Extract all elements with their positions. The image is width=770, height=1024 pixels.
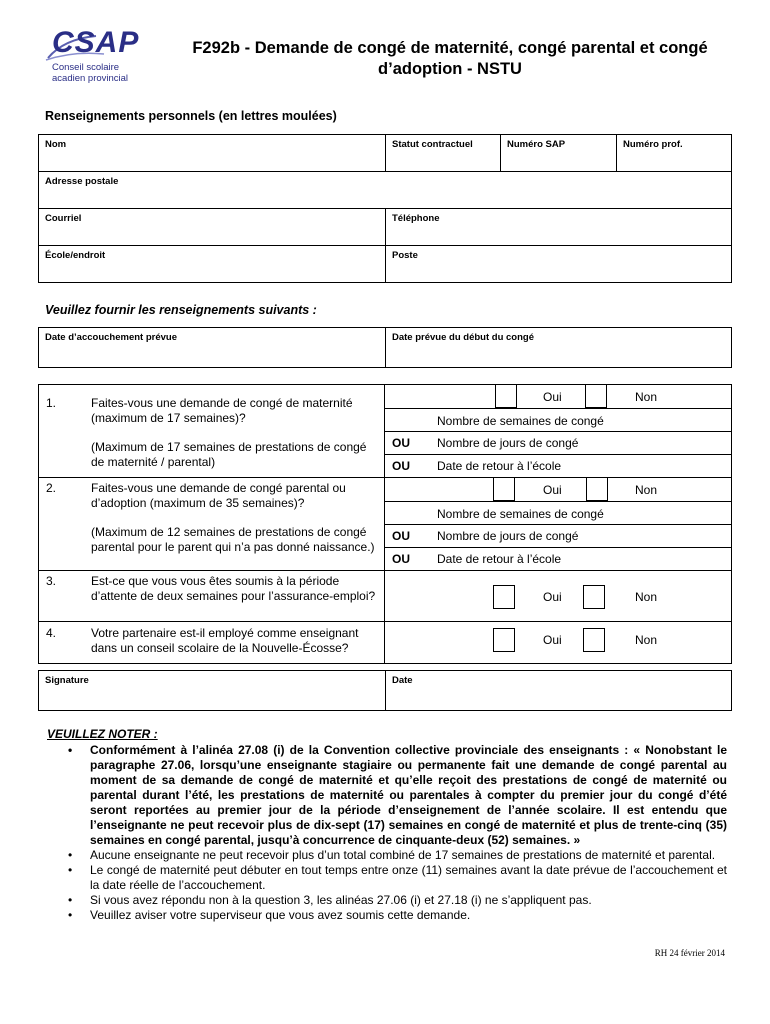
q2-sub: (Maximum de 12 semaines de prestations de congé parental pour le parent qui n’a pas donné naissance.): [91, 525, 375, 554]
note-text: Aucune enseignante ne peut recevoir plus d’un total combiné de 17 semaines de prestations de maternité et parental.: [90, 848, 716, 862]
title-line1: F292b - Demande de congé de maternité, congé parental et congé: [192, 39, 708, 57]
note-text: Veuillez aviser votre superviseur que vous avez soumis cette demande.: [90, 908, 471, 922]
q2-retour[interactable]: Date de retour à l’école: [437, 552, 562, 566]
q1-oui-label: Oui: [543, 390, 562, 404]
q3-text: Est-ce que vous vous êtes soumis à la période d’attente de deux semaines pour l’assurance-emploi?: [91, 574, 376, 603]
signature-table: [38, 670, 732, 711]
sap-label: Numéro SAP: [507, 139, 566, 150]
sap-field[interactable]: [501, 135, 617, 172]
q4-oui-checkbox[interactable]: [493, 628, 515, 652]
q2-non-label: Non: [635, 483, 658, 497]
signature-label: Signature: [45, 675, 89, 686]
date-field[interactable]: [386, 671, 732, 711]
q2-text: Faites-vous une demande de congé parental ou d’adoption (maximum de 35 semaines)?: [91, 481, 346, 510]
bullet-icon: •: [68, 743, 73, 757]
notes-list: [47, 743, 727, 923]
q1-rule-3: [384, 454, 732, 455]
statut-field[interactable]: [386, 135, 501, 172]
dates-table: [38, 327, 732, 368]
bullet-icon: •: [68, 848, 73, 862]
q4-oui-label: Oui: [543, 633, 562, 647]
q1-non-checkbox[interactable]: [585, 384, 607, 408]
q2-non-checkbox[interactable]: [586, 477, 608, 501]
note-text: Conformément à l’alinéa 27.08 (i) de la Convention collective provinciale des enseignants : « Nonobstant le paragraphe 27.06, lorsqu’une enseignante stagiaire ou permanente fait une demande de congé parental au moment de sa demande de congé de maternité et qu’elle reçoit des prestations de congé de maternité ou parental durant l’été, les prestations de maternité ou parentales à compter du premier jour du congé d’été seront reportées au premier jour de la période d’enseignement de l’année scolaire. Il est entendu que l’enseignante ne peut recevoir plus de dix-sept (17) semaines en congé de maternité et plus de trente-cinq (35) semaines en congé parental, jusqu’à concurrence de cinquante-deux (52) semaines. »: [90, 743, 727, 847]
bullet-icon: •: [68, 908, 73, 922]
q4-num: 4.: [46, 626, 57, 640]
q1-retour[interactable]: Date de retour à l’école: [437, 459, 562, 473]
q4-text: Votre partenaire est-il employé comme enseignant dans un conseil scolaire de la Nouvelle-Écosse?: [91, 626, 359, 655]
q2-ou-1: OU: [392, 529, 410, 543]
logo-line2: acadien provincial: [52, 73, 129, 84]
personal-heading: Renseignements personnels (en lettres moulées): [45, 109, 337, 123]
q4-non-label: Non: [635, 633, 658, 647]
adresse-field[interactable]: [39, 172, 732, 209]
courriel-label: Courriel: [45, 213, 82, 224]
ecole-label: École/endroit: [45, 250, 106, 261]
info-heading: Veuillez fournir les renseignements suivants :: [45, 303, 317, 317]
q2-rule-1: [384, 501, 732, 502]
q1-semaines[interactable]: Nombre de semaines de congé: [437, 414, 604, 428]
q1-non-label: Non: [635, 390, 658, 404]
logo-line1: Conseil scolaire: [52, 62, 120, 73]
q1-ou-2: OU: [392, 459, 410, 473]
accouchement-label: Date d’accouchement prévue: [45, 332, 177, 343]
footer-revision: RH 24 février 2014: [654, 948, 725, 958]
q3-rule: [38, 621, 732, 622]
q2-rule-4: [38, 570, 732, 571]
nom-field[interactable]: [39, 135, 386, 172]
q3-oui-checkbox[interactable]: [493, 585, 515, 609]
telephone-label: Téléphone: [392, 213, 440, 224]
debut-label: Date prévue du début du congé: [392, 332, 534, 343]
logo-name: CSAP: [52, 26, 140, 59]
poste-field[interactable]: [386, 246, 732, 283]
personal-info-table: [38, 134, 732, 283]
q1-rule-4: [38, 477, 732, 478]
note-text: Si vous avez répondu non à la question 3, les alinéas 27.06 (i) et 27.18 (i) ne s’appliquent pas.: [90, 893, 592, 907]
q1-sub: (Maximum de 17 semaines de prestations de congé de maternité / parental): [91, 440, 367, 469]
q2-jours[interactable]: Nombre de jours de congé: [437, 529, 579, 543]
note-item: [47, 863, 727, 893]
note-item: [47, 893, 727, 908]
q1-rule-2: [384, 431, 732, 432]
accouchement-field[interactable]: [39, 328, 386, 368]
adresse-label: Adresse postale: [45, 176, 119, 187]
q2-semaines[interactable]: Nombre de semaines de congé: [437, 507, 604, 521]
q2-num: 2.: [46, 481, 57, 495]
q2-oui-label: Oui: [543, 483, 562, 497]
statut-label: Statut contractuel: [392, 139, 473, 150]
note-text: Le congé de maternité peut débuter en tout temps entre onze (11) semaines avant la date prévue de l’accouchement et la date réelle de l’accouchement.: [90, 863, 727, 892]
notes-section: [47, 727, 727, 923]
date-label: Date: [392, 675, 413, 686]
debut-field[interactable]: [386, 328, 732, 368]
bullet-icon: •: [68, 893, 73, 907]
q2-rule-3: [384, 547, 732, 548]
bullet-icon: •: [68, 863, 73, 877]
q2-oui-checkbox[interactable]: [493, 477, 515, 501]
note-item: [47, 743, 727, 848]
q1-text: Faites-vous une demande de congé de maternité (maximum de 17 semaines)?: [91, 396, 353, 425]
title-line2: d’adoption - NSTU: [378, 60, 522, 78]
q4-non-checkbox[interactable]: [583, 628, 605, 652]
q1-oui-checkbox[interactable]: [495, 384, 517, 408]
prof-field[interactable]: [617, 135, 732, 172]
q1-ou-1: OU: [392, 436, 410, 450]
q3-num: 3.: [46, 574, 57, 588]
q1-rule-1: [384, 408, 732, 409]
q2-rule-2: [384, 524, 732, 525]
ecole-field[interactable]: [39, 246, 386, 283]
q2-ou-2: OU: [392, 552, 410, 566]
note-item: [47, 908, 727, 923]
poste-label: Poste: [392, 250, 418, 261]
notes-heading: VEUILLEZ NOTER :: [47, 727, 158, 741]
signature-field[interactable]: [39, 671, 386, 711]
q1-jours[interactable]: Nombre de jours de congé: [437, 436, 579, 450]
nom-label: Nom: [45, 139, 67, 150]
courriel-field[interactable]: [39, 209, 386, 246]
prof-label: Numéro prof.: [623, 139, 683, 150]
q3-non-checkbox[interactable]: [583, 585, 605, 609]
telephone-field[interactable]: [386, 209, 732, 246]
q3-non-label: Non: [635, 590, 658, 604]
csap-logo: [44, 28, 144, 86]
q3-oui-label: Oui: [543, 590, 562, 604]
q1-num: 1.: [46, 396, 57, 410]
page-title: [140, 38, 760, 80]
note-item: [47, 848, 727, 863]
